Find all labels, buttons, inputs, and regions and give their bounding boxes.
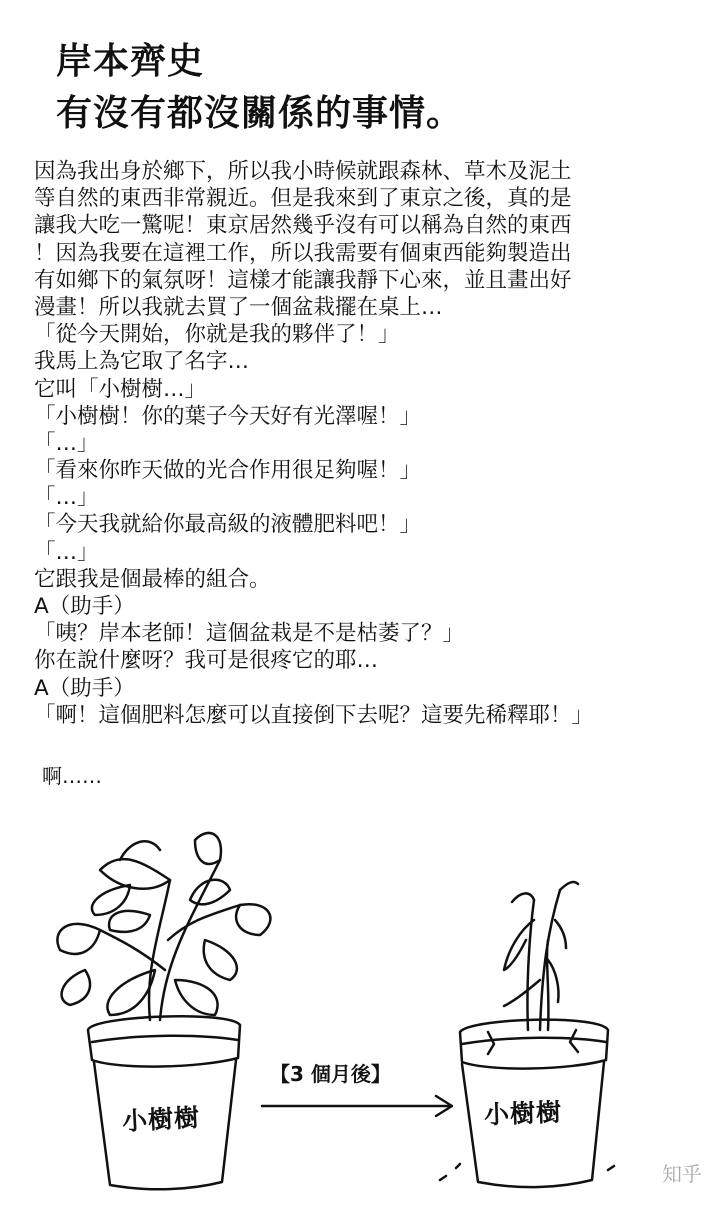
dialogue-line: 「…」 xyxy=(34,430,99,456)
time-caption: 【3 個月後】 xyxy=(270,1062,391,1086)
essay-body xyxy=(34,158,714,729)
dialogue-line: 「咦？岸本老師！這個盆栽是不是枯萎了？」 xyxy=(34,621,465,647)
plant-illustration xyxy=(0,820,720,1209)
arrow-right-icon xyxy=(262,1096,452,1116)
body-line: 等自然的東西非常親近。但是我來到了東京之後，真的是 xyxy=(34,186,572,212)
author-name: 岸本齊史 xyxy=(56,41,205,82)
dialogue-line: 「今天我就給你最高級的液體肥料吧！」 xyxy=(34,512,422,538)
plant-drawing xyxy=(0,820,720,1209)
body-line: 它跟我是個最棒的組合。 xyxy=(34,566,271,592)
pot-label-before: 小樹樹 xyxy=(121,1102,201,1137)
healthy-plant-icon xyxy=(57,833,270,1020)
pot-label-after: 小樹樹 xyxy=(483,1097,563,1130)
speaker-label: A（助手） xyxy=(34,594,135,619)
body-line: 有如鄉下的氣氛呀！這樣才能讓我靜下心來，並且畫出好 xyxy=(34,267,572,293)
dialogue-line: 「從今天開始，你就是我的夥伴了！」 xyxy=(34,322,400,348)
body-line: ！因為我要在這裡工作，所以我需要有個東西能夠製造出 xyxy=(34,240,572,266)
dialogue-line: 「…」 xyxy=(34,539,99,565)
essay-title: 有沒有都沒關係的事情。 xyxy=(56,93,464,134)
dialogue-line: 「小樹樹！你的葉子今天好有光澤喔！」 xyxy=(34,403,422,429)
speaker-label: A（助手） xyxy=(34,675,135,701)
watermark-logo: 知乎 xyxy=(662,1162,702,1186)
dialogue-line: 「啊！這個肥料怎麼可以直接倒下去呢？這要先稀釋耶！」 xyxy=(34,702,594,728)
body-line: 你在說什麼呀？我可是很疼它的耶… xyxy=(34,648,379,674)
body-line: 讓我大吃一驚呢！東京居然幾乎沒有可以稱為自然的東西 xyxy=(34,213,572,239)
ending-line: 啊…… xyxy=(42,764,102,788)
dialogue-line: 「看來你昨天做的光合作用很足夠喔！」 xyxy=(34,458,422,484)
body-line: 我馬上為它取了名字… xyxy=(34,349,250,375)
body-line: 它叫「小樹樹…」 xyxy=(34,376,207,402)
dialogue-line: 「…」 xyxy=(34,485,99,511)
body-line: 因為我出身於鄉下，所以我小時候就跟森林、草木及泥土 xyxy=(34,159,572,184)
body-line: 漫畫！所以我就去買了一個盆栽擺在桌上… xyxy=(34,294,443,320)
withered-plant-icon xyxy=(504,882,578,1030)
